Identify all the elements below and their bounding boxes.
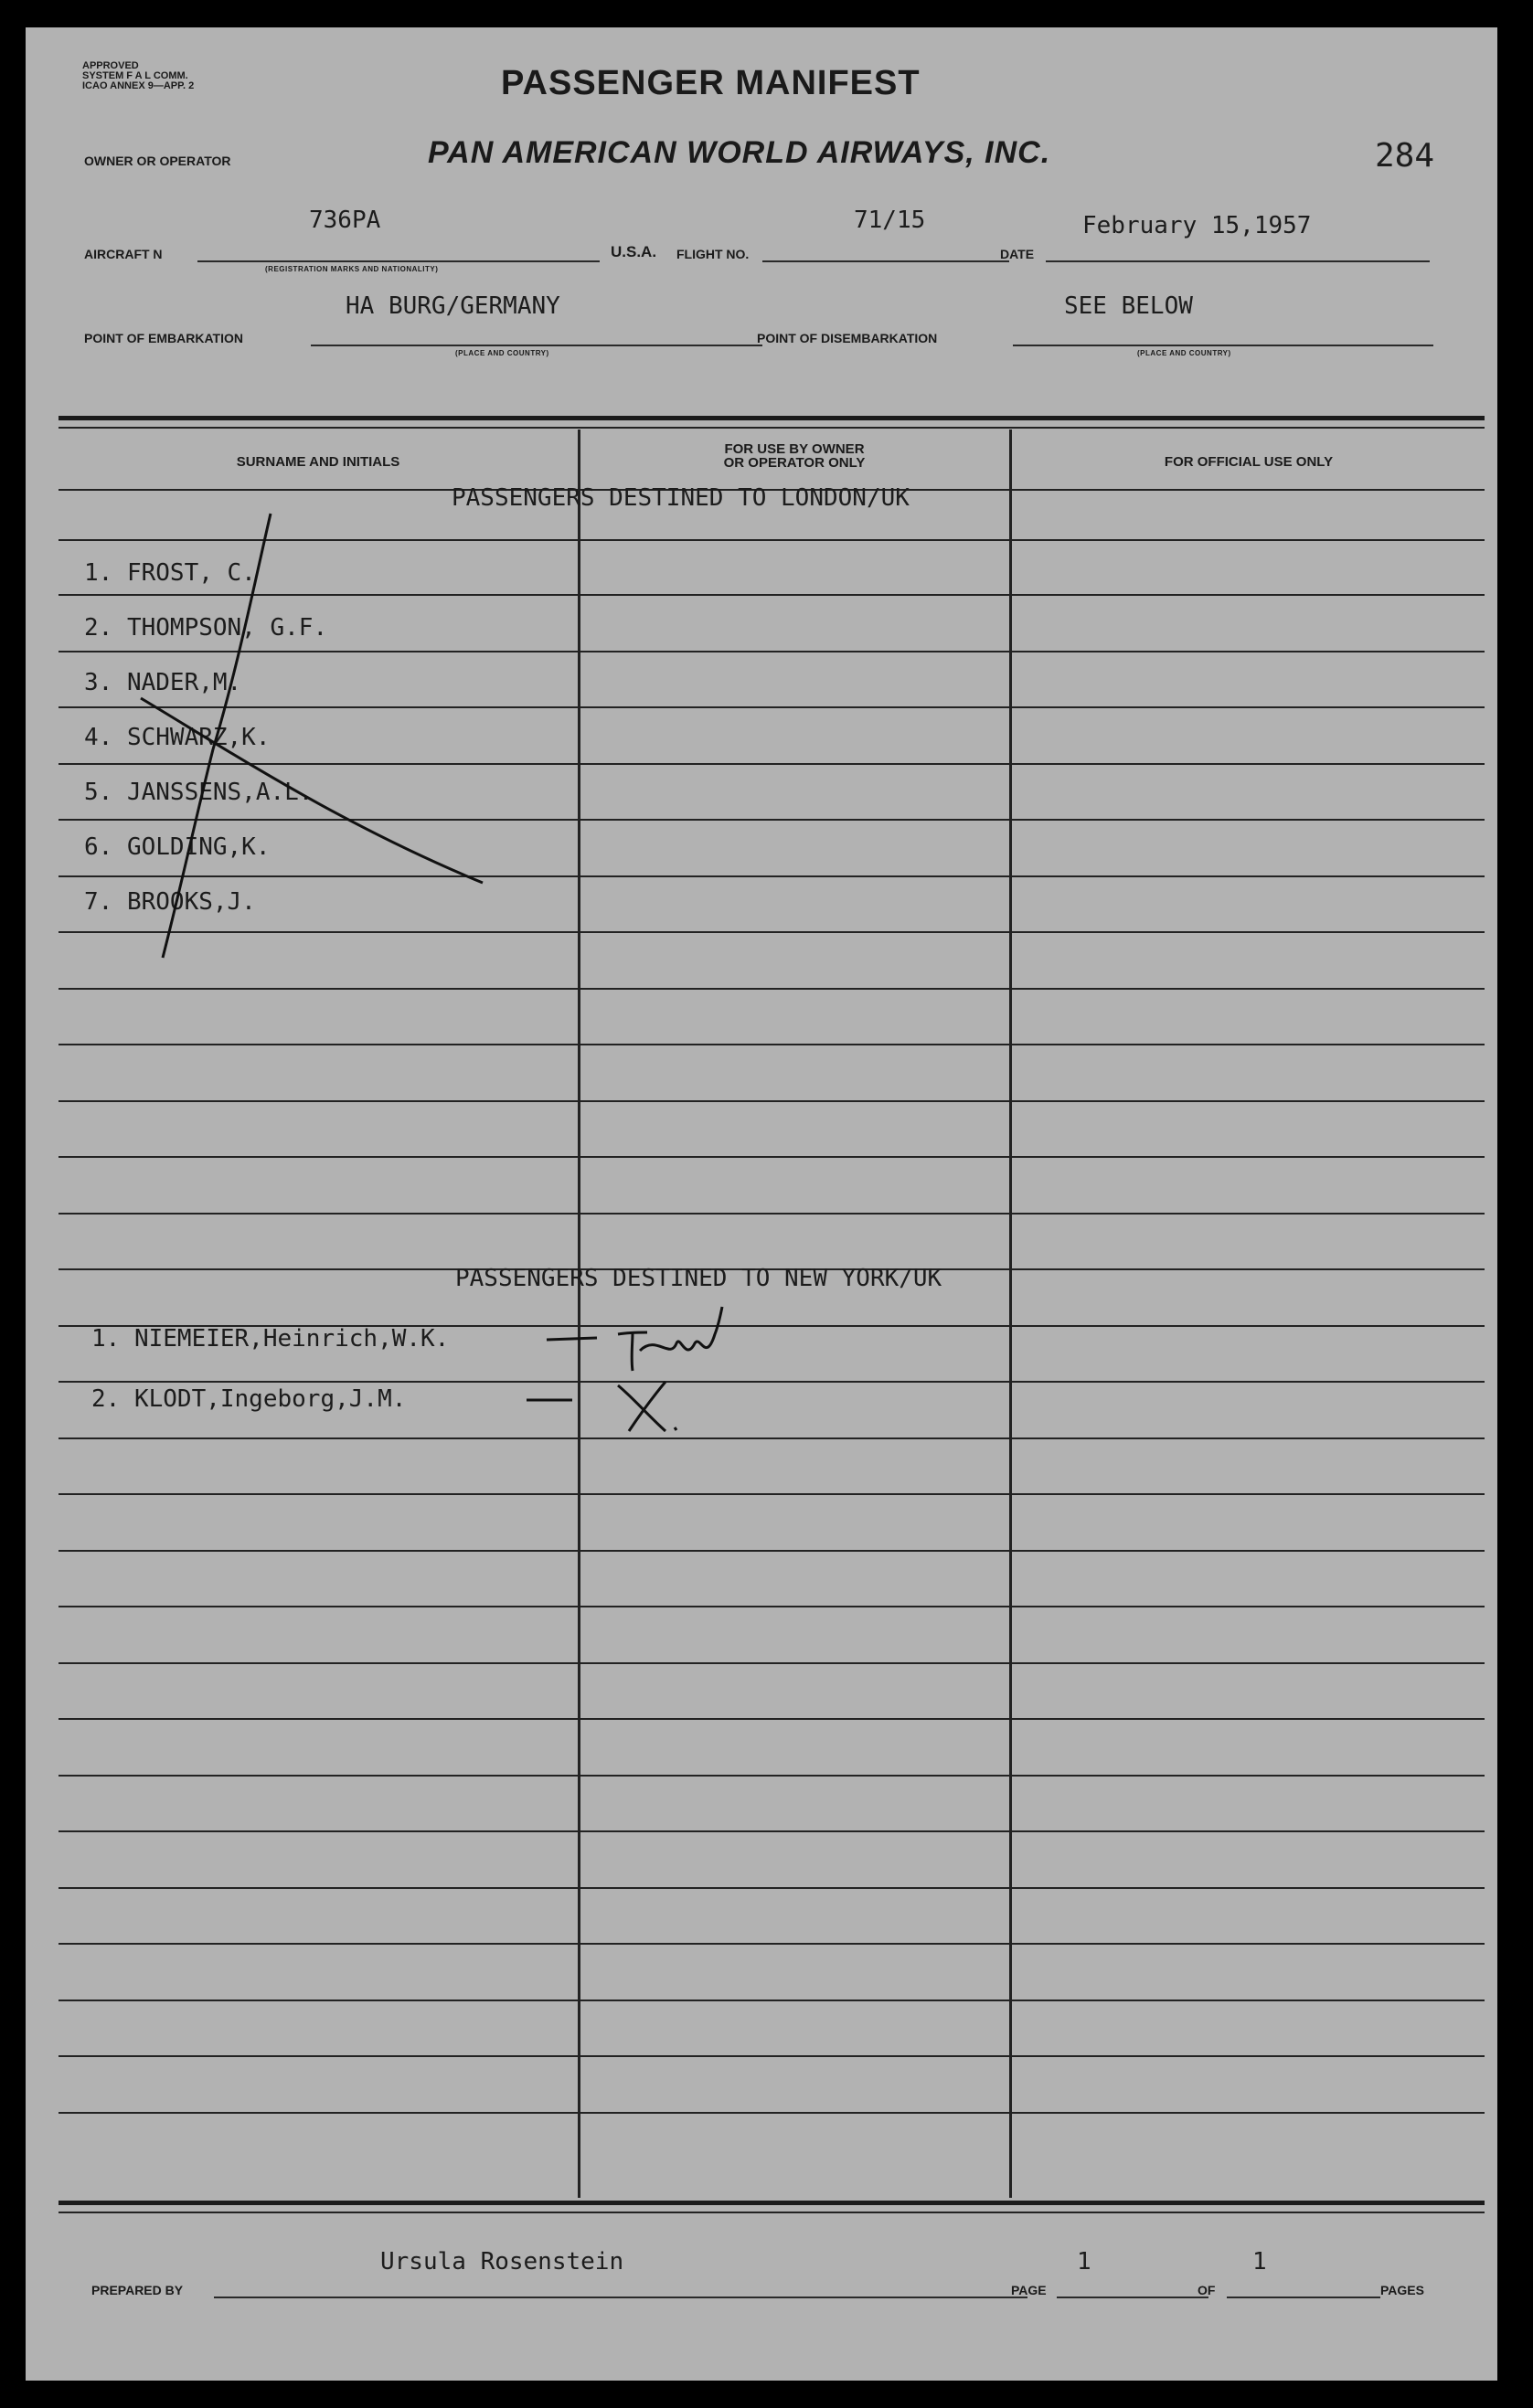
owner-value: PAN AMERICAN WORLD AIRWAYS, INC. [428, 135, 1051, 170]
date-value: February 15,1957 [1082, 212, 1312, 239]
passenger-entry: 6. GOLDING,K. [84, 833, 271, 861]
disembarkation-sublabel: (PLACE AND COUNTRY) [1137, 349, 1231, 357]
prepared-by-value: Ursula Rosenstein [380, 2248, 624, 2275]
table-bottom-rule [59, 2201, 1485, 2205]
passenger-entry: 3. NADER,M. [84, 669, 242, 696]
page-number: 284 [1375, 137, 1435, 175]
disembarkation-label: POINT OF DISEMBARKATION [757, 331, 938, 345]
approved-line-3: ICAO ANNEX 9—APP. 2 [82, 80, 195, 91]
flight-label: FLIGHT NO. [676, 247, 750, 261]
owner-label: OWNER OR OPERATOR [84, 154, 231, 168]
date-label: DATE [1000, 247, 1035, 261]
section-heading-london: PASSENGERS DESTINED TO LONDON/UK [452, 484, 910, 512]
flight-value: 71/15 [854, 207, 926, 234]
passenger-entry: 2. KLODT,Ingeborg,J.M. [91, 1385, 407, 1413]
of-value: 1 [1252, 2248, 1267, 2275]
aircraft-label: AIRCRAFT N [84, 247, 163, 261]
form-title: PASSENGER MANIFEST [501, 64, 921, 102]
passenger-entry: 5. JANSSENS,A.L. [84, 779, 314, 806]
passenger-entry: 4. SCHWARZ,K. [84, 724, 271, 751]
passenger-entry: 2. THOMPSON, G.F. [84, 614, 328, 642]
page-value: 1 [1077, 2248, 1091, 2275]
aircraft-sublabel: (REGISTRATION MARKS AND NATIONALITY) [265, 265, 439, 273]
column-header-operator: FOR USE BY OWNER OR OPERATOR ONLY [723, 441, 866, 471]
page-underline [1057, 2297, 1208, 2298]
manifest-sheet [26, 27, 1497, 2381]
passenger-entry: 1. NIEMEIER,Heinrich,W.K. [91, 1325, 450, 1353]
page-label: PAGE [1011, 2283, 1047, 2297]
of-underline [1227, 2297, 1380, 2298]
section-heading-newyork: PASSENGERS DESTINED TO NEW YORK/UK [455, 1265, 942, 1292]
aircraft-value: 736PA [309, 207, 381, 234]
usa-label: U.S.A. [611, 243, 657, 260]
prepared-by-label: PREPARED BY [91, 2283, 184, 2297]
embarkation-value: HA BURG/GERMANY [346, 292, 560, 320]
column-header-surname: SURNAME AND INITIALS [236, 454, 400, 470]
approved-line-1: APPROVED [82, 60, 139, 71]
embarkation-label: POINT OF EMBARKATION [84, 331, 243, 345]
table-bottom-rule-2 [59, 2212, 1485, 2213]
handwritten-signature-marks [26, 27, 1497, 2381]
passenger-entry: 7. BROOKS,J. [84, 888, 256, 916]
column-header-official: FOR OFFICIAL USE ONLY [1164, 454, 1334, 470]
approved-line-2: SYSTEM F A L COMM. [82, 70, 188, 81]
passenger-entry: 1. FROST, C. [84, 559, 256, 587]
embarkation-sublabel: (PLACE AND COUNTRY) [455, 349, 549, 357]
disembarkation-value: SEE BELOW [1064, 292, 1193, 320]
of-label: OF [1198, 2283, 1216, 2297]
pages-label: PAGES [1380, 2283, 1424, 2297]
prepared-underline [214, 2297, 1027, 2298]
